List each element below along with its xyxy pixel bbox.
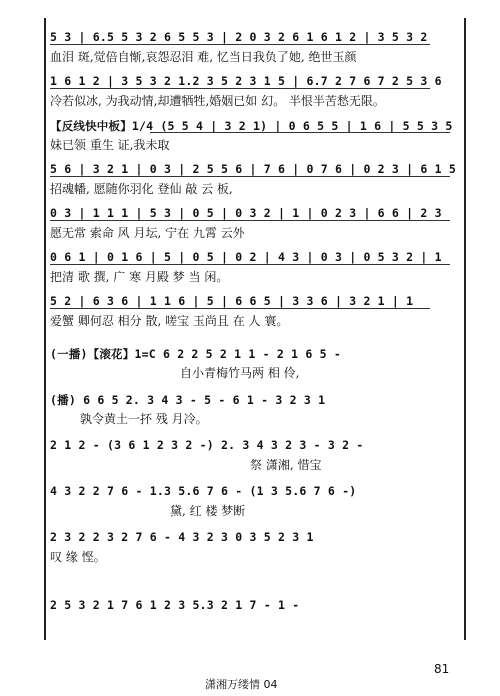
notation-line-7: 5 2 | 6 3 6 | 1 1 6 | 5 | 6 6 5 | 3 3 6 | 3 2 1 | 1 xyxy=(50,294,414,308)
notation-line-4: 5 6 | 3 2 1 | 0 3 | 2 5 5 6 | 7 6 | 0 7 6 | 0 2 3 | 6 1 5 xyxy=(50,162,457,176)
notation-line-10: 2 1 2 - (3 6 1 2 3 2 -) 2. 3 4 3 2 3 - 3 2 - xyxy=(50,438,364,452)
beam-line-5 xyxy=(50,218,450,221)
lyrics-line-8: 自小青梅竹马两 相 伶, xyxy=(180,366,300,380)
page-number: 81 xyxy=(434,662,450,676)
notation-line-11: 4 3 2 2 7 6 - 1.3 5.6 7 6 - (1 3 5.6 7 6 -) xyxy=(50,484,357,498)
notation-line-5: 0 3 | 1 1 1 | 5 3 | 0 5 | 0 3 2 | 1 | 0 2 3 | 6 6 | 2 3 xyxy=(50,206,442,220)
beam-line-1 xyxy=(50,42,430,45)
beam-line-2 xyxy=(50,86,430,89)
lyrics-line-2: 冷若似冰, 为我动情,却遭牺牲,婚姻已如 幻。 半恨半苦愁无限。 xyxy=(50,94,385,108)
lyrics-line-11: 黛, 红 楼 梦断 xyxy=(170,504,246,518)
lyrics-line-4: 招魂幡, 愿随你羽化 登仙 敲 云 板, xyxy=(50,182,233,196)
notation-line-12: 2 3 2 2 3 2 7 6 - 4 3 2 3 0 3 5 2 3 1 xyxy=(50,530,314,544)
lyrics-line-7: 爱蟹 卿何忍 相分 散, 嗟宝 玉尚且 在 人 寰。 xyxy=(50,314,289,328)
footer-title: 潇湘万缕情 04 xyxy=(205,678,278,691)
lyrics-line-9: 孰令黄土一抔 残 月冷。 xyxy=(80,412,208,426)
score-frame xyxy=(44,18,466,640)
notation-line-8: (一播)【滚花】1=C 6 2 2 5 2 1 1 - 2 1 6 5 - xyxy=(50,347,342,361)
lyrics-line-6: 把清 歌 撰, 广 寒 月殿 梦 当 闲。 xyxy=(50,270,229,284)
lyrics-line-10: 祭 潇湘, 惜宝 xyxy=(250,458,322,472)
lyrics-line-5: 愿无常 索命 风 月坛, 宁在 九霄 云外 xyxy=(50,226,245,240)
notation-line-1: 5 3 | 6.5 5 3 2 6 5 5 3 | 2 0 3 2 6 1 6 1 2 | 3 5 3 2 xyxy=(50,30,428,44)
notation-line-3: 【反线快中板】1/4 (5 5 4 | 3 2 1) | 0 6 5 5 | 1 6 | 5 5 3 5 xyxy=(50,119,453,133)
lyrics-line-3: 妹已领 重生 证,我未取 xyxy=(50,138,170,152)
lyrics-line-1: 血泪 斑,觉倍自惭,哀怨忍泪 难, 忆当日我负了她, 绝世玉颜 xyxy=(50,50,357,64)
notation-line-6: 0 6 1 | 0 1 6 | 5 | 0 5 | 0 2 | 4 3 | 0 3 | 0 5 3 2 | 1 xyxy=(50,250,442,264)
beam-line-4 xyxy=(50,174,450,177)
beam-line-3 xyxy=(150,130,450,133)
lyrics-line-12: 叹 缘 悭。 xyxy=(50,550,106,564)
beam-line-7 xyxy=(50,306,430,309)
beam-line-6 xyxy=(50,262,450,265)
notation-line-2: 1 6 1 2 | 3 5 3 2 1.2 3 5 2 3 1 5 | 6.7 2 7 6 7 2 5 3 6 xyxy=(50,74,442,88)
notation-line-13: 2 5 3 2 1 7 6 1 2 3 5.3 2 1 7 - 1 - xyxy=(50,598,300,612)
notation-line-9: (播) 6 6 5 2. 3 4 3 - 5 - 6 1 - 3 2 3 1 xyxy=(50,393,326,407)
